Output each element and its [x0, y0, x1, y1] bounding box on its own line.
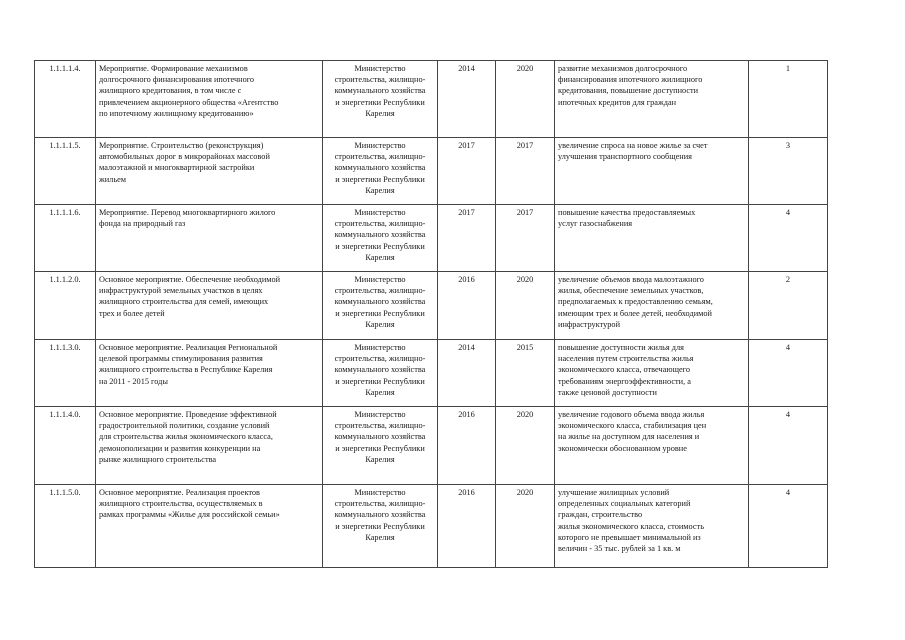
measure-description: Мероприятие. Строительство (реконструкция) автомобильных дорог в микрорайонах массовой малоэтажной и многоквартирной застройки жильем — [96, 138, 323, 205]
indicator-number: 4 — [749, 205, 828, 272]
expected-result: улучшение жилищных условий определенных социальных категорий граждан, строительство жилья экономического класса, стоимость которого не превышает минимальной из величин - 35 тыс. рублей за 1 кв. м — [555, 485, 749, 568]
table-row — [35, 407, 828, 485]
measure-code: 1.1.1.3.0. — [35, 340, 96, 407]
start-year: 2016 — [438, 407, 496, 485]
table-row — [35, 61, 828, 138]
responsible-executor: Министерство строительства, жилищно- коммунального хозяйства и энергетики Республики Карелия — [323, 485, 438, 568]
measure-code: 1.1.1.1.4. — [35, 61, 96, 138]
responsible-executor: Министерство строительства, жилищно- коммунального хозяйства и энергетики Республики Карелия — [323, 138, 438, 205]
table-row — [35, 340, 828, 407]
measure-code: 1.1.1.1.6. — [35, 205, 96, 272]
expected-result: повышение доступности жилья для населения путем строительства жилья экономического класса, отвечающего требованиям энергоэффективности, а также ценовой доступности — [555, 340, 749, 407]
expected-result: повышение качества предоставляемых услуг газоснабжения — [555, 205, 749, 272]
indicator-number: 4 — [749, 485, 828, 568]
measure-description: Основное мероприятие. Реализация Региональной целевой программы стимулирования развития жилищного строительства в Республике Карелия на 2011 - 2015 годы — [96, 340, 323, 407]
start-year: 2016 — [438, 272, 496, 340]
indicator-number: 4 — [749, 340, 828, 407]
start-year: 2017 — [438, 205, 496, 272]
end-year: 2020 — [496, 272, 555, 340]
end-year: 2017 — [496, 205, 555, 272]
indicator-number: 3 — [749, 138, 828, 205]
measure-description: Основное мероприятие. Проведение эффективной градостроительной политики, создание условий для строительства жилья экономического класса, демонополизации и развития конкуренции на рынке жилищного строительства — [96, 407, 323, 485]
responsible-executor: Министерство строительства, жилищно- коммунального хозяйства и энергетики Республики Карелия — [323, 205, 438, 272]
end-year: 2017 — [496, 138, 555, 205]
end-year: 2020 — [496, 407, 555, 485]
start-year: 2016 — [438, 485, 496, 568]
table-row — [35, 205, 828, 272]
indicator-number: 4 — [749, 407, 828, 485]
expected-result: развитие механизмов долгосрочного финансирования ипотечного жилищного кредитования, повышение доступности ипотечных кредитов для граждан — [555, 61, 749, 138]
table-row — [35, 138, 828, 205]
measure-code: 1.1.1.5.0. — [35, 485, 96, 568]
measure-code: 1.1.1.1.5. — [35, 138, 96, 205]
measure-description: Основное мероприятие. Обеспечение необходимой инфраструктурой земельных участков в целях жилищного строительства для семей, имеющих трех и более детей — [96, 272, 323, 340]
responsible-executor: Министерство строительства, жилищно- коммунального хозяйства и энергетики Республики Карелия — [323, 407, 438, 485]
expected-result: увеличение спроса на новое жилье за счет улучшения транспортного сообщения — [555, 138, 749, 205]
measure-description: Основное мероприятие. Реализация проектов жилищного строительства, осуществляемых в рамках программы «Жилье для российской семьи» — [96, 485, 323, 568]
responsible-executor: Министерство строительства, жилищно- коммунального хозяйства и энергетики Республики Карелия — [323, 272, 438, 340]
start-year: 2017 — [438, 138, 496, 205]
end-year: 2015 — [496, 340, 555, 407]
start-year: 2014 — [438, 61, 496, 138]
measure-description: Мероприятие. Формирование механизмов долгосрочного финансирования ипотечного жилищного кредитования, в том числе с привлечением акционерного общества «Агентство по ипотечному жилищному кредитованию» — [96, 61, 323, 138]
measures-table — [34, 60, 828, 568]
measure-code: 1.1.1.2.0. — [35, 272, 96, 340]
responsible-executor: Министерство строительства, жилищно- коммунального хозяйства и энергетики Республики Карелия — [323, 61, 438, 138]
end-year: 2020 — [496, 485, 555, 568]
indicator-number: 1 — [749, 61, 828, 138]
responsible-executor: Министерство строительства, жилищно- коммунального хозяйства и энергетики Республики Карелия — [323, 340, 438, 407]
indicator-number: 2 — [749, 272, 828, 340]
measure-code: 1.1.1.4.0. — [35, 407, 96, 485]
table-row — [35, 485, 828, 568]
expected-result: увеличение объемов ввода малоэтажного жилья, обеспечение земельных участков, предполагаемых к предоставлению семьям, имеющим трех и более детей, необходимой инфраструктурой — [555, 272, 749, 340]
expected-result: увеличение годового объема ввода жилья экономического класса, стабилизация цен на жилье на доступном для населения и экономически обоснованном уровне — [555, 407, 749, 485]
table-row — [35, 272, 828, 340]
measure-description: Мероприятие. Перевод многоквартирного жилого фонда на природный газ — [96, 205, 323, 272]
end-year: 2020 — [496, 61, 555, 138]
start-year: 2014 — [438, 340, 496, 407]
